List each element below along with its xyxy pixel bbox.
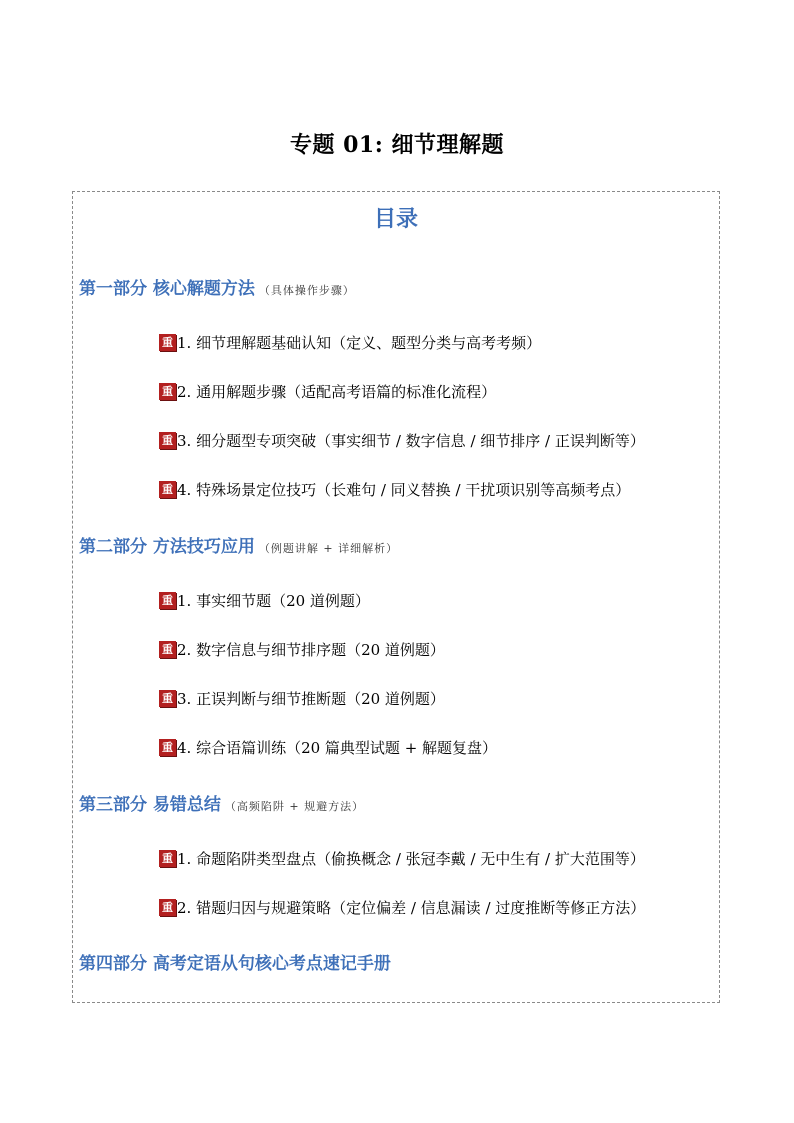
toc-item[interactable] [159, 381, 496, 402]
key-badge-icon: 重 [159, 899, 176, 916]
toc-item-label: 4. 特殊场景定位技巧（长难句 / 同义替换 / 干扰项识别等高频考点） [177, 481, 631, 499]
toc-item[interactable] [159, 737, 497, 758]
toc-part-note: （具体操作步骤） [258, 284, 355, 297]
document-title: 专题 01: 细节理解题 [289, 132, 505, 158]
key-badge-icon: 重 [159, 383, 176, 400]
key-badge-icon: 重 [159, 690, 176, 707]
toc-part-3[interactable] [79, 790, 364, 815]
key-badge-icon: 重 [159, 592, 176, 609]
toc-item[interactable] [159, 848, 645, 869]
toc-item-label: 1. 命题陷阱类型盘点（偷换概念 / 张冠李戴 / 无中生有 / 扩大范围等） [177, 850, 645, 868]
key-badge-icon: 重 [159, 641, 176, 658]
key-badge-icon: 重 [159, 850, 176, 867]
toc-part-1[interactable] [79, 274, 355, 299]
key-badge-icon: 重 [159, 481, 176, 498]
toc-heading: 目录 [373, 207, 418, 232]
toc-item[interactable] [159, 332, 541, 353]
toc-item-label: 4. 综合语篇训练（20 篇典型试题 + 解题复盘） [177, 739, 498, 757]
toc-item-label: 1. 细节理解题基础认知（定义、题型分类与高考考频） [177, 334, 542, 352]
table-of-contents [72, 191, 720, 1003]
toc-item[interactable] [159, 688, 445, 709]
toc-item[interactable] [159, 479, 630, 500]
toc-part-title: 第三部分 易错总结 [79, 795, 221, 815]
toc-part-4[interactable] [79, 949, 391, 974]
toc-item-label: 1. 事实细节题（20 道例题） [177, 592, 370, 610]
toc-part-note: （高频陷阱 + 规避方法） [224, 800, 365, 813]
key-badge-icon: 重 [159, 432, 176, 449]
toc-part-2[interactable] [79, 532, 398, 557]
toc-part-title: 第二部分 方法技巧应用 [79, 537, 255, 557]
toc-item[interactable] [159, 590, 370, 611]
toc-part-title: 第一部分 核心解题方法 [79, 279, 255, 299]
toc-item-label: 3. 细分题型专项突破（事实细节 / 数字信息 / 细节排序 / 正误判断等） [177, 432, 645, 450]
toc-part-note: （例题讲解 + 详细解析） [258, 542, 399, 555]
toc-item-label: 3. 正误判断与细节推断题（20 道例题） [177, 690, 445, 708]
toc-part-title: 第四部分 高考定语从句核心考点速记手册 [79, 954, 391, 974]
toc-item[interactable] [159, 897, 645, 918]
toc-item-label: 2. 错题归因与规避策略（定位偏差 / 信息漏读 / 过度推断等修正方法） [177, 899, 646, 917]
toc-item[interactable] [159, 430, 645, 451]
key-badge-icon: 重 [159, 739, 176, 756]
key-badge-icon: 重 [159, 334, 176, 351]
toc-item-label: 2. 数字信息与细节排序题（20 道例题） [177, 641, 445, 659]
toc-item[interactable] [159, 639, 445, 660]
toc-item-label: 2. 通用解题步骤（适配高考语篇的标准化流程） [177, 383, 497, 401]
